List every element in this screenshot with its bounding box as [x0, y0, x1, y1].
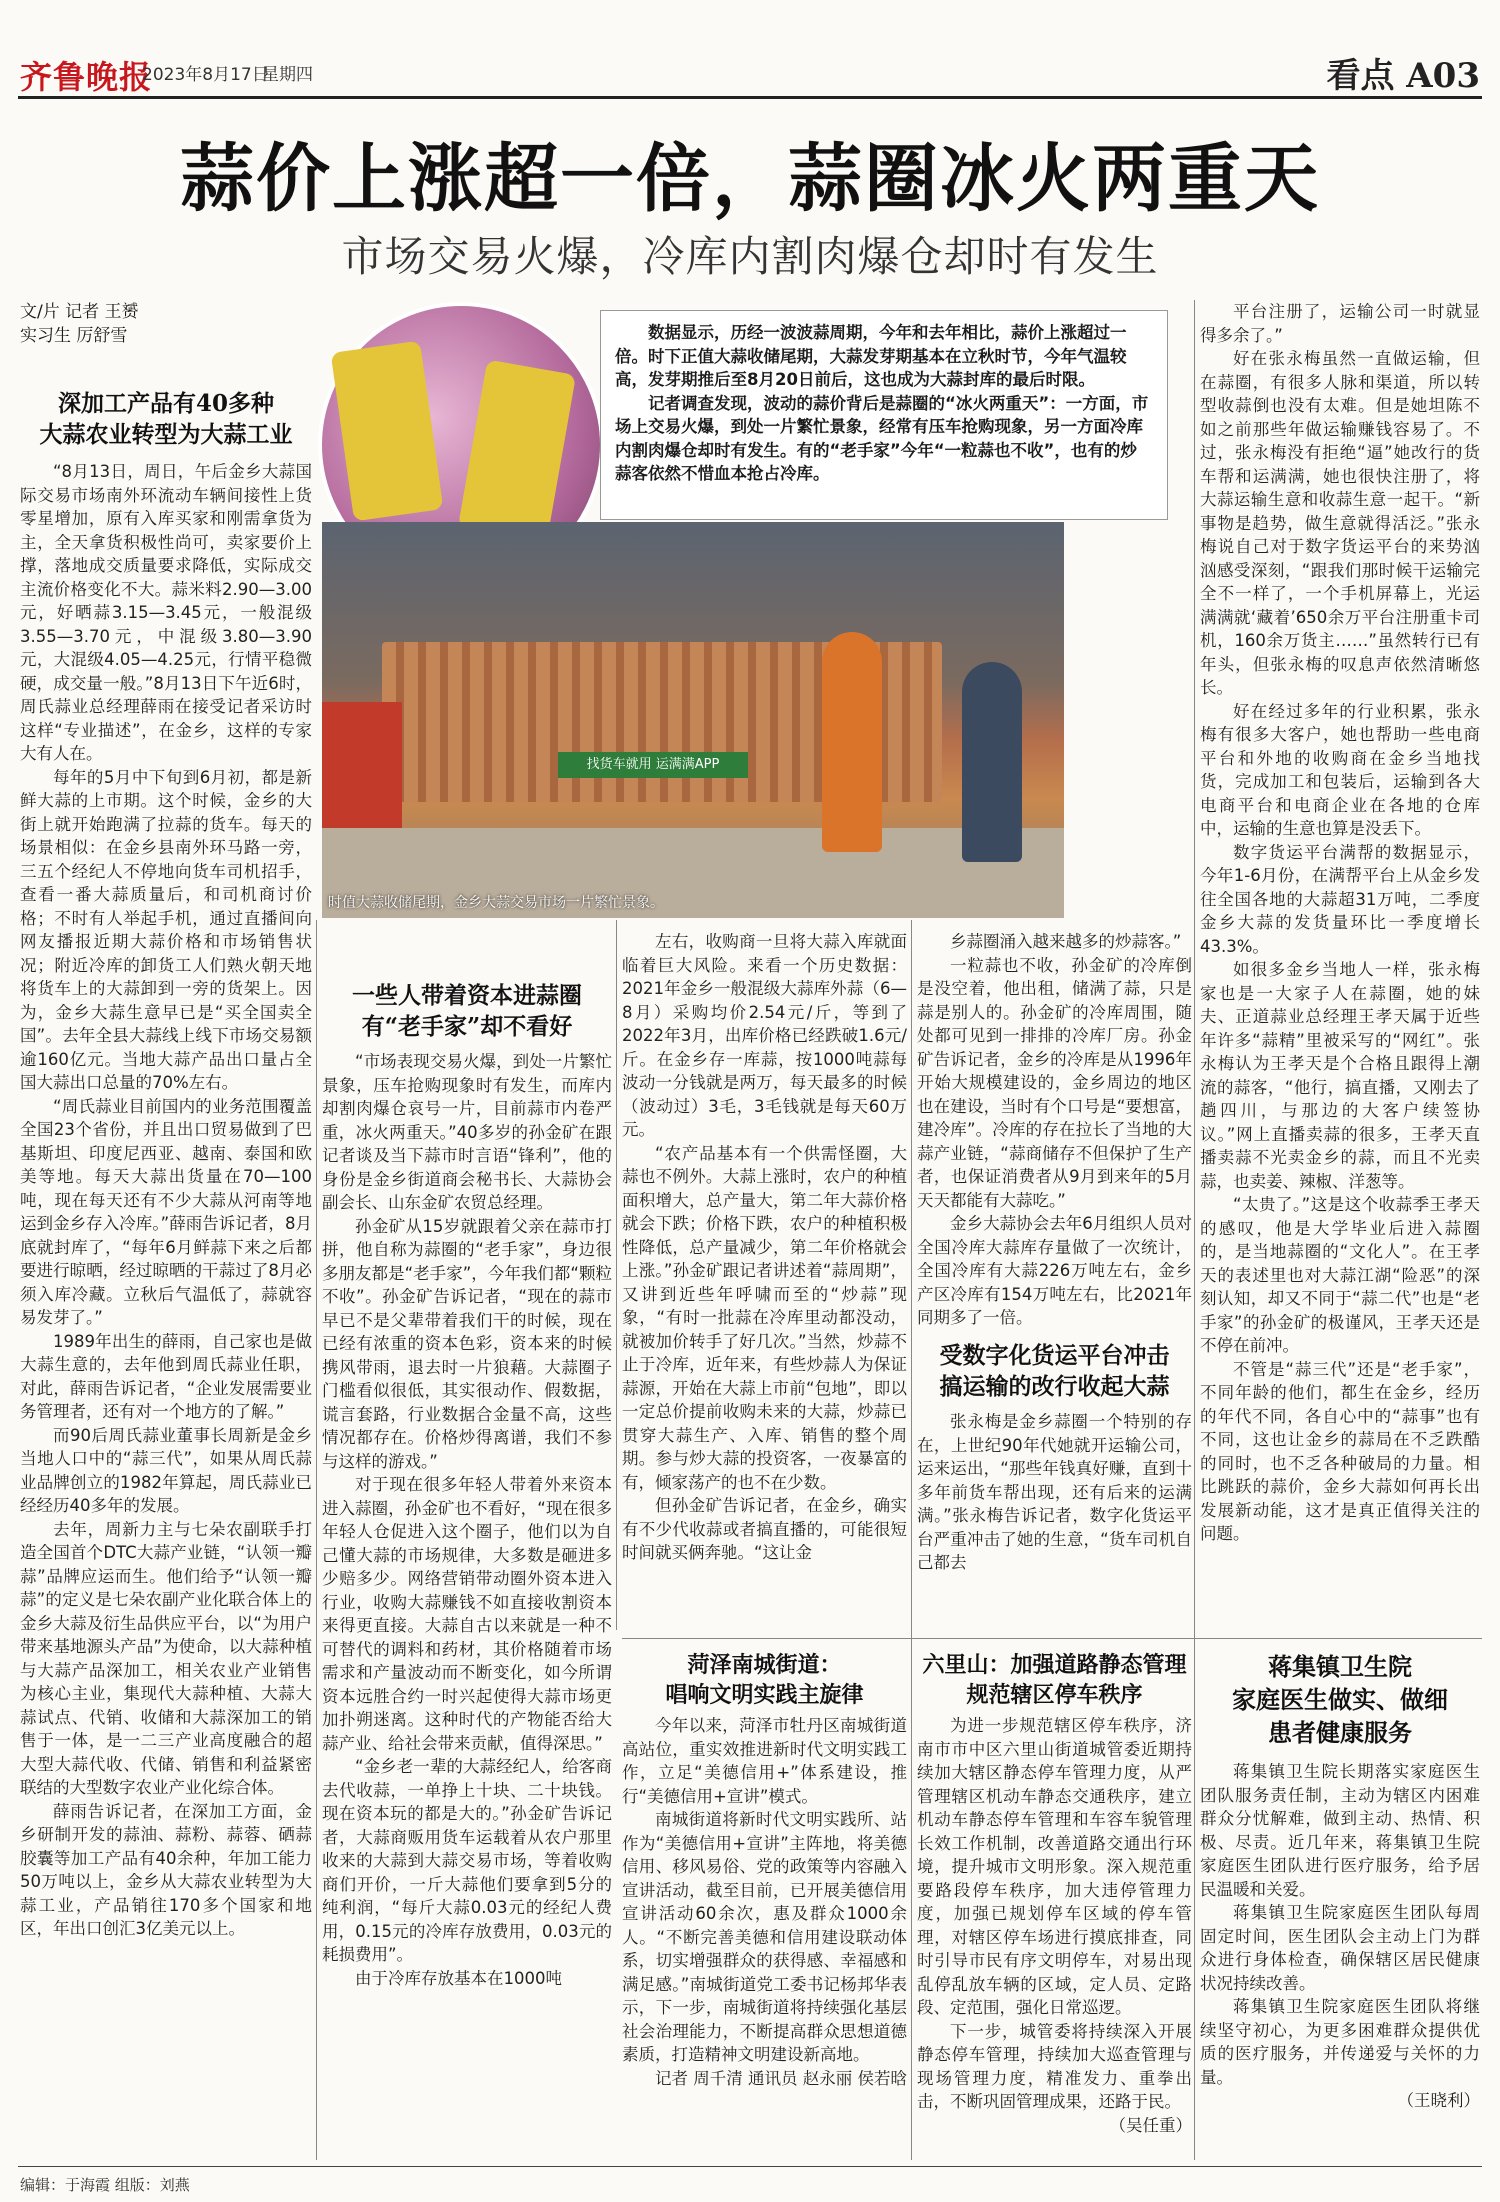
news1-credit: 记者 周千清 通讯员 赵永丽 侯若晗: [655, 2068, 907, 2088]
paragraph: 由于冷库存放基本在1000吨: [355, 1968, 562, 1988]
footer-rule: [18, 2166, 1482, 2167]
news3-credit: （王晓利）: [1397, 2091, 1480, 2110]
paragraph: 下一步，城管委将持续深入开展静态停车管理，持续加大巡查管理与现场管理力度，精准发力、重拳出击，不断巩固管理成果，还路于民。: [917, 2021, 1192, 2111]
news3-title: 蒋集镇卫生院 家庭医生做实、做细 患者健康服务: [1232, 1652, 1448, 1747]
bottom-section-rule: [622, 1638, 1482, 1639]
article-column-1: [20, 460, 312, 2160]
paragraph: “市场表现交易火爆，到处一片繁忙景象，压车抢购现象时有发生，而库内却割肉爆仓哀号一片，目前蒜市内卷严重，冰火两重天。”40多岁的孙金矿在跟记者谈及当下蒜市时言语“锋利”，他的身份是金乡街道商会秘书长、大蒜协会副会长、山东金矿农贸总经理。: [322, 1052, 612, 1212]
paragraph: 今年以来，菏泽市牡丹区南城街道高站位，重实效推进新时代文明实践工作，立足“美德信用+”体系建设，推行“美德信用+宣讲”模式。: [622, 1716, 907, 1806]
paragraph: 但孙金矿告诉记者，在金乡，确实有不少代收蒜或者搞直播的，可能很短时间就买俩奔驰。“这让金: [622, 1496, 907, 1562]
paragraph: “金乡老一辈的大蒜经纪人，给客商去代收蒜，一单挣上十块、二十块钱。现在资本玩的都是大的。”孙金矿告诉记者，大蒜商贩用货车运载着从农户那里收来的大蒜到大蒜交易市场，等着收购商们开价，一斤大蒜他们要拿到5分的纯利润，“每斤大蒜0.03元的经纪人费用，0.15元的冷库存放费用，0.03元的耗损费用”。: [322, 1757, 612, 1964]
column-divider: [316, 920, 317, 2160]
col4-subtitle: 受数字化货运平台冲击 搞运输的改行收起大蒜: [939, 1342, 1170, 1400]
editor-credit: 编辑：于海霞 组版：刘燕: [20, 2176, 190, 2194]
paragraph: “太贵了。”这是这个收蒜季王孝天的感叹，他是大学毕业后进入蒜圈的，是当地蒜圈的“文化人”。在王孝天的表述里也对大蒜江湖“险恶”的深刻认知，却又不同于“蒜二代”也是“老手家”的孙金矿的极谨风，王孝天还是不停在前冲。: [1200, 1195, 1480, 1355]
news3-body: [1200, 1760, 1480, 2160]
column-divider: [911, 920, 912, 2160]
article-column-2: [322, 1050, 612, 2160]
paragraph: “8月13日，周日，午后金乡大蒜国际交易市场南外环流动车辆间接性上货零星增加，原有入库买家和刚需拿货为主，全天拿货积极性尚可，卖家要价上撑，落地成交质量要求降低，实际成交主流价格变化不大。蒜米料2.90—3.00元，好晒蒜3.15—3.45元，一般混级3.55—3.70元，中混级3.80—3.90元，大混级4.05—4.25元，行情平稳微硬，成交量一般。”8月13日下午近6时，周氏蒜业总经理薛雨在接受记者采访时这样“专业描述”，在金乡，这样的专家大有人在。: [20, 462, 312, 763]
paragraph: 乡蒜圈涌入越来越多的炒蒜客。”: [950, 932, 1182, 951]
paragraph: 薛雨告诉记者，在深加工方面，金乡研制开发的蒜油、蒜粉、蒜蓉、硒蒜胶囊等加工产品有40余种，年加工能力50万吨以上，金乡从大蒜农业转型为大蒜工业，产品销往170多个国家和地区，年出口创汇3亿美元以上。: [20, 1801, 312, 1938]
col1-subtitle: 深加工产品有40多种 大蒜农业转型为大蒜工业: [39, 390, 293, 448]
photo-banner: 找货车就用 运满满APP: [558, 752, 748, 778]
masthead-logo: 齐鲁晚报: [20, 58, 153, 96]
paragraph: 左右，收购商一旦将大蒜入库就面临着巨大风险。来看一个历史数据：2021年金乡一般混级大蒜库外蒜（6—8月）采购均价2.54元/斤，等到了2022年3月，出库价格已经跌破1.6元/斤。在金乡存一库蒜，按1000吨蒜每波动一分钱就是两万，每天最多的时候（波动过）3毛，3毛钱就是每天60万元。: [622, 932, 907, 1139]
news1-body: [622, 1714, 907, 2114]
paragraph: 平台注册了，运输公司一时就显得多余了。”: [1200, 302, 1480, 345]
paragraph: 而90后周氏蒜业董事长周新是金乡当地人口中的“蒜三代”，如果从周氏蒜业品牌创立的1982年算起，周氏蒜业已经经历40多年的发展。: [20, 1425, 312, 1515]
issue-date: 2023年8月17日: [142, 65, 269, 85]
column-divider: [1194, 300, 1195, 2160]
issue-weekday: 星期四: [262, 65, 313, 85]
column-divider: [616, 920, 617, 1630]
news1-title: 菏泽南城街道： 唱响文明实践主旋律: [665, 1652, 864, 1708]
paragraph: “农产品基本有一个供需怪圈，大蒜也不例外。大蒜上涨时，农户的种植面积增大，总产量大，第二年大蒜价格就会下跌；价格下跌，农户的种植积极性降低，总产量减少，第二年价格就会上涨。”孙金矿跟记者讲述着“蒜周期”，又讲到近些年呼啸而至的“炒蒜”现象，“有时一批蒜在冷库里动都没动，就被加价转手了好几次。”当然，炒蒜不止于冷库，近年来，有些炒蒜人为保证蒜源，开始在大蒜上市前“包地”，即以一定总价提前收购未来的大蒜，炒蒜已贯穿大蒜生产、入库、销售的整个周期。参与炒大蒜的投资客，一夜暴富的有，倾家荡产的也不在少数。: [622, 1143, 907, 1492]
worker: [962, 662, 1022, 862]
paragraph: 蒋集镇卫生院长期落实家庭医生团队服务责任制，主动为辖区内困难群众分忧解难，做到主动、热情、积极、尽责。近几年来，蒋集镇卫生院家庭医生团队进行医疗服务，给予居民温暖和关爱。: [1200, 1762, 1480, 1899]
main-subhead: 市场交易火爆，冷库内割肉爆仓却时有发生: [341, 232, 1159, 281]
byline-intern: 实习生 厉舒雪: [20, 326, 128, 346]
summary-paragraph: 数据显示，历经一波波蒜周期，今年和去年相比，蒜价上涨超过一倍。时下正值大蒜收储尾期，大蒜发芽期基本在立秋时节，今年气温较高，发芽期推后至8月20日前后，这也成为大蒜封库的最后时限。: [615, 323, 1127, 389]
paragraph: 对于现在很多年轻人带着外来资本进入蒜圈，孙金矿也不看好，“现在很多年轻人仓促进入这个圈子，他们以为自己懂大蒜的市场规律，大多数是砸进多少赔多少。网络营销带动圈外资本进入行业，收购大蒜赚钱不如直接收割资本来得更直接。大蒜自古以来就是一种不可替代的调料和药材，其价格随着市场需求和产量波动而不断变化，如今所谓资本远胜合约一时兴起使得大蒜市场更加扑朔迷离。这种时代的产物能否给大蒜产业、给社会带来贡献，值得深思。”: [322, 1475, 612, 1753]
main-headline: 蒜价上涨超一倍，蒜圈冰火两重天: [180, 136, 1320, 222]
paragraph: 张永梅是金乡蒜圈一个特别的存在，上世纪90年代她就开运输公司，运来运出，“那些年钱真好赚，直到十多年前货车帮出现，还有后来的运满满。”张永梅告诉记者，数字化货运平台严重冲击了她的生意，“货车司机自己都去: [917, 1412, 1192, 1572]
paragraph: 数字货运平台满帮的数据显示，今年1-6月份，在满帮平台上从金乡发往全国各地的大蒜超31万吨，二季度金乡大蒜的发货量环比一季度增长43.3%。: [1200, 842, 1480, 956]
byline-reporter: 文/片 记者 王赟: [20, 302, 139, 322]
paragraph: 南城街道将新时代文明实践所、站作为“美德信用+宣讲”主阵地，将美德信用、移风易俗、党的政策等内容融入宣讲活动，截至目前，已开展美德信用宣讲活动60余次，惠及群众1000余人。“不断完善美德和信用建设联动体系，切实增强群众的获得感、幸福感和满足感。”南城街道党工委书记杨邦华表示，下一步，南城街道将持续强化基层社会治理能力，不断提高群众思想道德素质，打造精神文明建设新高地。: [622, 1810, 907, 2064]
summary-paragraph: 记者调查发现，波动的蒜价背后是蒜圈的“冰火两重天”：一方面，市场上交易火爆，到处一片繁忙景象，经常有压车抢购现象，另一方面冷库内割肉爆仓却时有发生。有的“老手家”今年“一粒蒜也不收”，也有的炒蒜客依然不惜血本抢占冷库。: [615, 393, 1149, 483]
paragraph: 一粒蒜也不收，孙金矿的冷库倒是没空着，他出租，储满了蒜，只是蒜是别人的。孙金矿的冷库周围，随处都可见到一排排的冷库厂房。孙金矿告诉记者，金乡的冷库是从1996年开始大规模建设的，金乡周边的地区也在建设，当时有个口号是“要想富，建冷库”。冷库的存在拉长了当地的大蒜产业链，“蒜商储存不但保护了生产者，也保证消费者从9月到来年的5月天天都能有大蒜吃。”: [917, 955, 1192, 1210]
photo-caption: 时值大蒜收储尾期，金乡大蒜交易市场一片繁忙景象。: [328, 895, 664, 911]
paragraph: 为进一步规范辖区停车秩序，济南市市中区六里山街道城管委近期持续加大辖区静态停车管理力度，从严管理辖区机动车静态交通秩序，建立机动车静态停车管理和车容车貌管理长效工作机制，改善道路交通出行环境，提升城市文明形象。深入规范重要路段停车秩序，加大违停管理力度，加强已规划停车区域的停车管理，对辖区停车场进行摸底排查，同时引导市民有序文明停车，对易出现乱停乱放车辆的区域，定人员、定路段、定范围，强化日常巡逻。: [917, 1716, 1192, 2017]
market-photo: [322, 522, 1064, 918]
top-rule: [18, 96, 1482, 99]
paragraph: 不管是“蒜三代”还是“老手家”，不同年龄的他们，都生在金乡，经历的年代不同，各自心中的“蒜事”也有不同，这也让金乡的蒜局在不乏跌酷的同时，也不乏各种破局的力量。相比跳跃的蒜价，金乡大蒜如何再长出发展新动能，这才是真正值得关注的问题。: [1200, 1359, 1480, 1543]
col2-subtitle: 一些人带着资本进蒜圈 有“老手家”却不看好: [352, 982, 582, 1040]
article-column-4b: [917, 1410, 1192, 1620]
lead-summary-box: [600, 310, 1168, 520]
paragraph: 如很多金乡当地人一样，张永梅家也是一大家子人在蒜圈，她的妹夫、正道蒜业总经理王孝天属于近些年许多“蒜精”里被采写的“网红”。张永梅认为王孝天是个合格且跟得上潮流的蒜客，“他行，搞直播，又刚去了趟四川，与那边的大客户续签协议。”网上直播卖蒜的很多，王孝天直播卖蒜不光卖金乡的蒜，而且不光卖蒜，也卖姜、辣椒、洋葱等。: [1200, 960, 1480, 1191]
section-label: 看点 A03: [1326, 56, 1480, 96]
paragraph: 去年，周新力主与七朵农副联手打造全国首个DTC大蒜产业链，“认领一瓣蒜”品牌应运而生。他们给予“认领一瓣蒜”的定义是七朵农副产业化联合体上的金乡大蒜及衍生品供应平台，以“为用户带来基地源头产品”为使命，以大蒜种植与大蒜产品深加工，相关农业产业销售为核心主业，集现代大蒜种植、大蒜大蒜试点、代销、收储和大蒜深加工的销售于一体，是一二三产业高度融合的超大型大蒜代收、代储、销售和利益紧密联结的大型数字农业产业化综合体。: [20, 1519, 312, 1797]
paragraph: 孙金矿从15岁就跟着父亲在蒜市打拼，他自称为蒜圈的“老手家”，身边很多朋友都是“老手家”，今年我们都“颗粒不收”。孙金矿告诉记者，“现在的蒜市早已不是父辈带着我们干的时候，现在已经有浓重的资本色彩，资本来的时候携风带雨，退去时一片狼藉。大蒜圈子门槛看似很低，其实很动作、假数据，谎言套路，行业数据合金量不高，这些情况都存在。价格炒得离谱，我们不参与这样的游戏。”: [322, 1216, 612, 1471]
paragraph: “周氏蒜业目前国内的业务范围覆盖全国23个省份，并且出口贸易做到了巴基斯坦、印度尼西亚、越南、泰国和欧美等地。每天大蒜出货量在70—100吨，现在每天还有不少大蒜从河南等地运到金乡存入冷库。”薛雨告诉记者，8月底就封库了，“每年6月鲜蒜下来之后都要进行晾晒，经过晾晒的干蒜过了8月必须入库冷藏。立秋后气温低了，蒜就容易发芽了。”: [20, 1096, 312, 1327]
news2-title: 六里山：加强道路静态管理 规范辖区停车秩序: [922, 1652, 1187, 1708]
paragraph: 每年的5月中下旬到6月初，都是新鲜大蒜的上市期。这个时候，金乡的大街上就开始跑满了拉蒜的货车。每天的场景相似：在金乡县南外环马路一旁，三五个经纪人不停地向货车司机招手，查看一番大蒜质量后，和司机商讨价格；不时有人举起手机，通过直播间向网友播报近期大蒜价格和市场销售状况；附近冷库的卸货工人们熟火朝天地将货车上的大蒜卸到一旁的货架上。因为，金乡大蒜生意早已是“买全国卖全国”。去年全县大蒜线上线下市场交易额逾160亿元。当地大蒜产品出口量占全国大蒜出口总量的70%左右。: [20, 767, 312, 1092]
paragraph: 金乡大蒜协会去年6月组织人员对全国冷库大蒜库存量做了一次统计，全国冷库有大蒜226万吨左右，金乡产区冷库有154万吨左右，比2021年同期多了一倍。: [917, 1214, 1192, 1327]
paragraph: 好在张永梅虽然一直做运输，但在蒜圈，有很多人脉和渠道，所以转型收蒜倒也没有太难。但是她坦陈不如之前那些年做运输赚钱容易了。不过，张永梅没有拒绝“逼”她改行的货车帮和运满满，她也很快注册了，将大蒜运输生意和收蒜生意一起干。“新事物是趋势，做生意就得活泛。”张永梅说自己对于数字货运平台的来势汹汹感受深刻，“跟我们那时候干运输完全不一样了，一个手机屏幕上，光运满满就‘藏着’650余万平台注册重卡司机，160余万货主……”虽然转行已有年头，但张永梅的叹息声依然清晰悠长。: [1200, 349, 1480, 697]
article-column-4: [917, 930, 1192, 1327]
news2-credit: （吴任重）: [1109, 2115, 1192, 2135]
paragraph: 蒋集镇卫生院家庭医生团队将继续坚守初心，为更多困难群众提供优质的医疗服务，并传递爱与关怀的力量。: [1200, 1997, 1480, 2087]
paragraph: 蒋集镇卫生院家庭医生团队每周固定时间，医生团队会主动上门为群众进行身体检查，确保辖区居民健康状况持续改善。: [1200, 1903, 1480, 1993]
byline: [20, 300, 320, 348]
news2-body: [917, 1714, 1192, 2154]
article-column-3: [622, 930, 907, 1620]
paragraph: 好在经过多年的行业积累，张永梅有很多大客户，她也帮助一些电商平台和外地的收购商在金乡当地找货，完成加工和包装后，运输到各大电商平台和电商企业在各地的仓库中，运输的生意也算是没丢下。: [1200, 701, 1480, 838]
paragraph: 1989年出生的薛雨，自己家也是做大蒜生意的，去年他到周氏蒜业任职，对此，薛雨告诉记者，“企业发展需要业务管理者，还有对一个地方的了解。”: [20, 1331, 312, 1421]
worker: [822, 632, 882, 852]
article-column-5: [1200, 300, 1480, 1620]
